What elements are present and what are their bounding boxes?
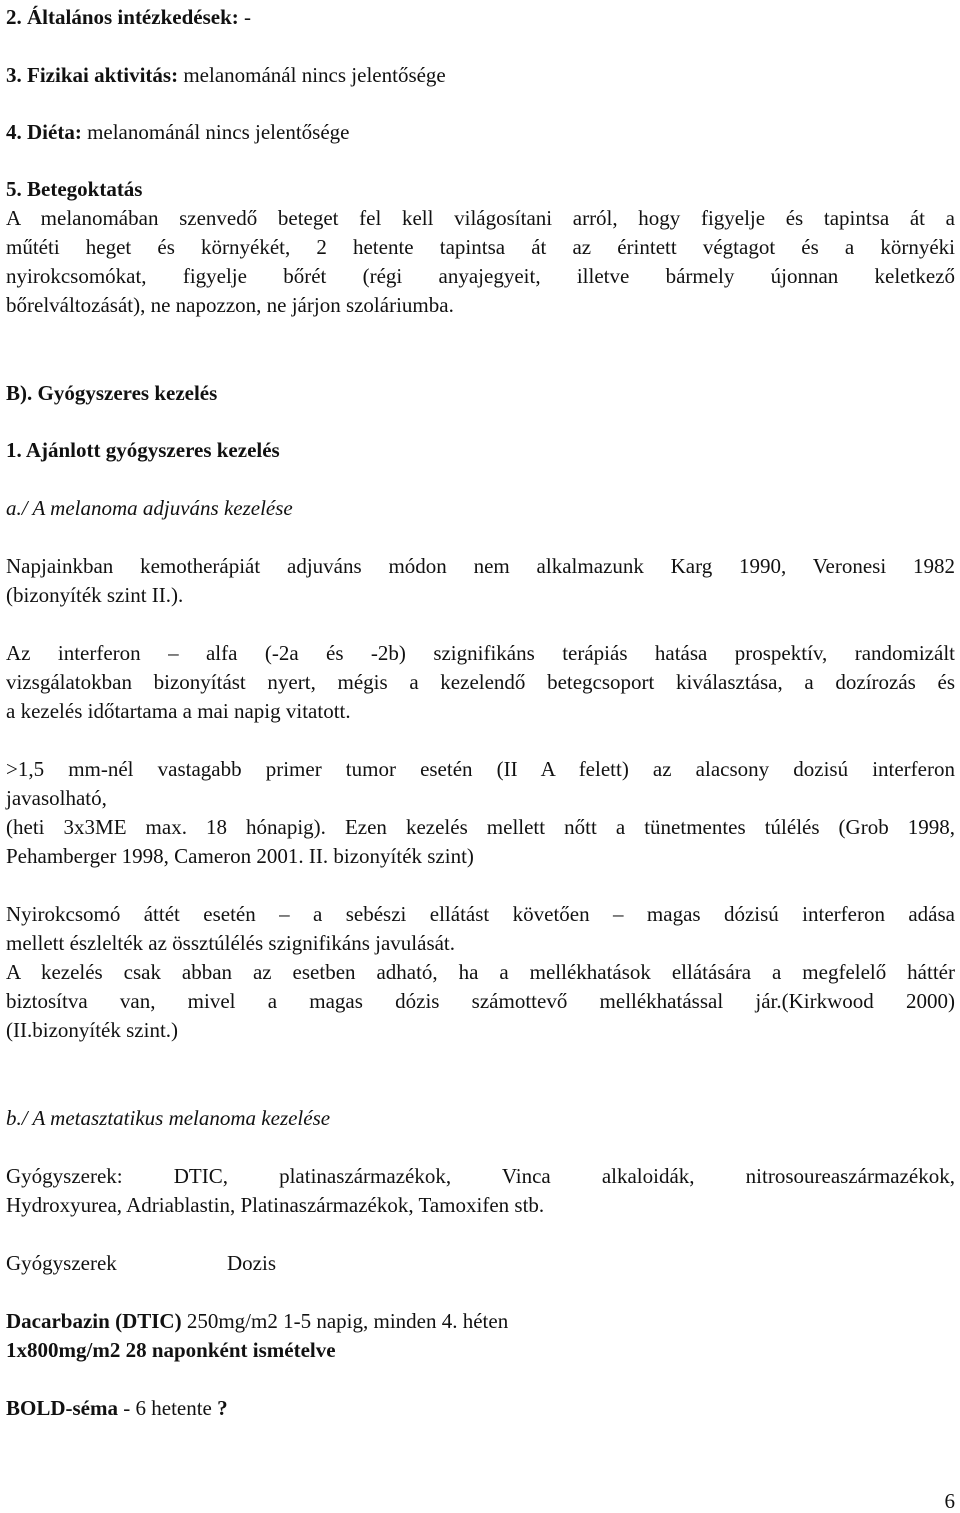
adjuvant-p3-line: >1,5 mm-nél vastagabb primer tumor esetén (II A felett) az alacsony dozisú interferon — [6, 757, 955, 781]
adjuvant-p4-line: Nyirokcsomó áttét esetén – a sebészi ellátást követően – magas dózisú interferon adása — [6, 902, 955, 926]
adjuvant-p3-line: (heti 3x3ME max. 18 hónapig). Ezen kezelés mellett nőtt a tünetmentes túlélés (Grob 1998, — [6, 815, 955, 839]
page-number: 6 — [944, 1489, 955, 1513]
item-5-heading: 5. Betegoktatás — [6, 177, 143, 201]
adjuvant-p2-line: a kezelés időtartama a mai napig vitatott. — [6, 699, 351, 723]
bold-scheme-name: BOLD-séma — [6, 1396, 118, 1420]
adjuvant-p2-line: Az interferon – alfa (-2a és -2b) szignifikáns terápiás hatása prospektív, randomizált — [6, 641, 955, 665]
item-3-heading: 3. Fizikai aktivitás: — [6, 63, 179, 87]
adjuvant-heading: a./ A melanoma adjuváns kezelése — [6, 496, 293, 520]
adjuvant-p3-line: Pehamberger 1998, Cameron 2001. II. bizonyíték szint) — [6, 844, 474, 868]
dacarbazin-dose: 250mg/m2 1-5 napig, minden 4. héten — [181, 1309, 509, 1333]
adjuvant-p2-line: vizsgálatokban bizonyítást nyert, mégis a kezelendő betegcsoport kiválasztása, a dozírozás és — [6, 670, 955, 694]
item-4-heading: 4. Diéta: — [6, 120, 82, 144]
item-5-line: A melanomában szenvedő beteget fel kell világosítani arról, hogy figyelje és tapintsa át a — [6, 206, 955, 230]
dacarbazin-row — [6, 1307, 508, 1336]
drug-list-line: Gyógyszerek: DTIC, platinaszármazékok, Vinca alkaloidák, nitrosoureaszármazékok, — [6, 1164, 955, 1188]
item-5-line: műtéti heget és környékét, 2 hetente tapintsa át az érintett végtagot és a környéki — [6, 235, 955, 259]
adjuvant-p4-line: biztosítva van, mivel a magas dózis számottevő mellékhatással jár.(Kirkwood 2000) — [6, 989, 955, 1013]
adjuvant-p4-line: A kezelés csak abban az esetben adható, ha a mellékhatások ellátására a megfelelő háttér — [6, 960, 955, 984]
item-2 — [6, 3, 251, 32]
bold-scheme-text: - 6 hetente — [118, 1396, 212, 1420]
item-2-heading: 2. Általános intézkedések: — [6, 5, 239, 29]
item-4 — [6, 118, 349, 147]
adjuvant-p3-line: javasolható, — [6, 786, 107, 810]
item-5-line: bőrelváltozását), ne napozzon, ne járjon szoláriumba. — [6, 293, 454, 317]
adjuvant-p1-line: (bizonyíték szint II.). — [6, 583, 184, 607]
bold-scheme-mark: ? — [211, 1396, 228, 1420]
item-2-text: - — [238, 5, 251, 29]
item-3-text: melanománál nincs jelentősége — [178, 63, 446, 87]
item-5-line: nyirokcsomókat, figyelje bőrét (régi anyajegyeit, illetve bármely újonnan keletkező — [6, 264, 955, 288]
dacarbazin-name: Dacarbazin (DTIC) — [6, 1309, 182, 1333]
adjuvant-p4-line: mellett észlelték az össztúlélés szignifikáns javulását. — [6, 931, 456, 955]
section-b-heading: B). Gyógyszeres kezelés — [6, 381, 218, 405]
metastatic-heading: b./ A metasztatikus melanoma kezelése — [6, 1106, 331, 1130]
item-3 — [6, 61, 446, 90]
adjuvant-p4-line: (II.bizonyíték szint.) — [6, 1018, 179, 1042]
drug-table-header-drugs: Gyógyszerek — [6, 1251, 117, 1275]
dacarbazin-alt-dose: 1x800mg/m2 28 naponként ismételve — [6, 1338, 336, 1362]
item-4-text: melanománál nincs jelentősége — [81, 120, 350, 144]
drug-list-line: Hydroxyurea, Adriablastin, Platinaszármazékok, Tamoxifen stb. — [6, 1193, 545, 1217]
drug-table-header-dose: Dozis — [227, 1251, 276, 1275]
adjuvant-p1-line: Napjainkban kemotherápiát adjuváns módon nem alkalmazunk Karg 1990, Veronesi 1982 — [6, 554, 955, 578]
section-b-sub-heading: 1. Ajánlott gyógyszeres kezelés — [6, 438, 280, 462]
bold-scheme-row — [6, 1394, 228, 1423]
